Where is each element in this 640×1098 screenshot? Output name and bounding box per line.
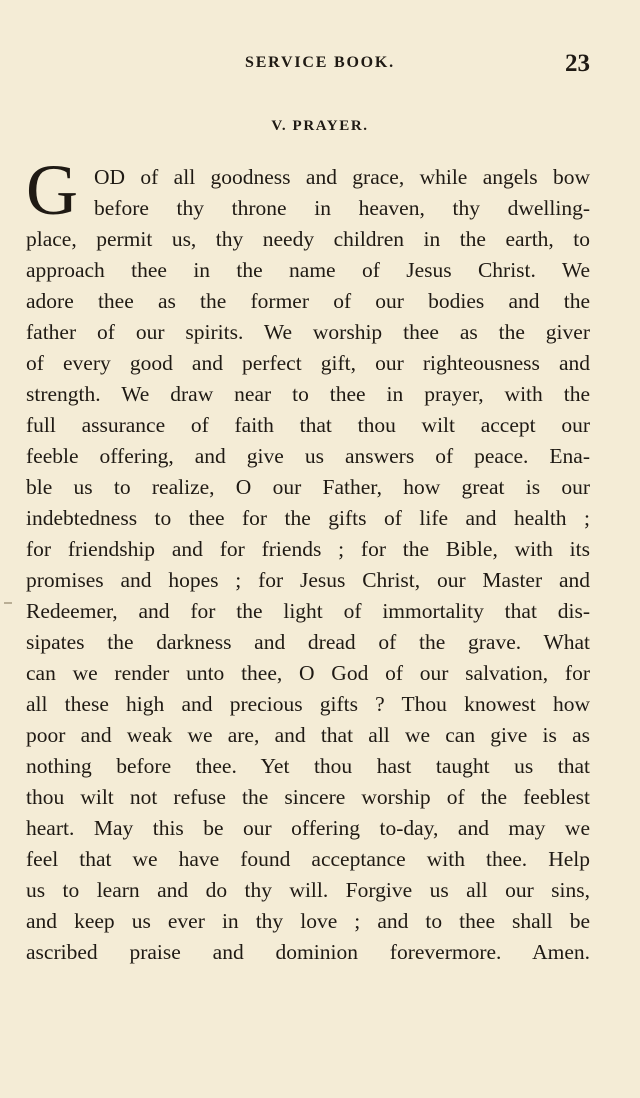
prayer-text [26, 162, 590, 968]
text-line: place, permit us, thy needy children in the earth, to [26, 227, 590, 251]
text-line: approach thee in the name of Jesus Christ. We [26, 258, 590, 282]
text-line: full assurance of faith that thou wilt accept our [26, 413, 590, 437]
section-heading: V. PRAYER. [271, 118, 369, 134]
text-line: before thy throne in heaven, thy dwelling- [94, 196, 590, 220]
text-line: promises and hopes ; for Jesus Christ, our Master and [26, 568, 590, 592]
text-line: ascribed praise and dominion forevermore. Amen. [26, 940, 590, 964]
margin-mark [4, 602, 12, 604]
page-number: 23 [565, 50, 590, 77]
text-line: can we render unto thee, O God of our salvation, for [26, 661, 590, 685]
running-title: SERVICE BOOK. [245, 54, 395, 71]
text-line: feel that we have found acceptance with thee. Help [26, 847, 590, 871]
text-line: sipates the darkness and dread of the grave. What [26, 630, 590, 654]
running-head [0, 50, 640, 80]
text-line: of every good and perfect gift, our righteousness and [26, 351, 590, 375]
text-line: father of our spirits. We worship thee as the giver [26, 320, 590, 344]
text-line: Redeemer, and for the light of immortality that dis- [26, 599, 590, 623]
text-line: OD of all goodness and grace, while angels bow [94, 165, 590, 189]
text-line: heart. May this be our offering to-day, and may we [26, 816, 590, 840]
drop-cap: G [26, 150, 78, 230]
text-line: us to learn and do thy will. Forgive us all our sins, [26, 878, 590, 902]
text-line: ble us to realize, O our Father, how great is our [26, 475, 590, 499]
text-line: poor and weak we are, and that all we can give is as [26, 723, 590, 747]
text-line: for friendship and for friends ; for the Bible, with its [26, 537, 590, 561]
text-line: nothing before thee. Yet thou hast taught us that [26, 754, 590, 778]
text-line: and keep us ever in thy love ; and to thee shall be [26, 909, 590, 933]
text-line: all these high and precious gifts ? Thou knowest how [26, 692, 590, 716]
text-line: adore thee as the former of our bodies and the [26, 289, 590, 313]
text-line: feeble offering, and give us answers of peace. Ena- [26, 444, 590, 468]
text-line: indebtedness to thee for the gifts of life and health ; [26, 506, 590, 530]
text-line: strength. We draw near to thee in prayer, with the [26, 382, 590, 406]
text-line: thou wilt not refuse the sincere worship of the feeblest [26, 785, 590, 809]
